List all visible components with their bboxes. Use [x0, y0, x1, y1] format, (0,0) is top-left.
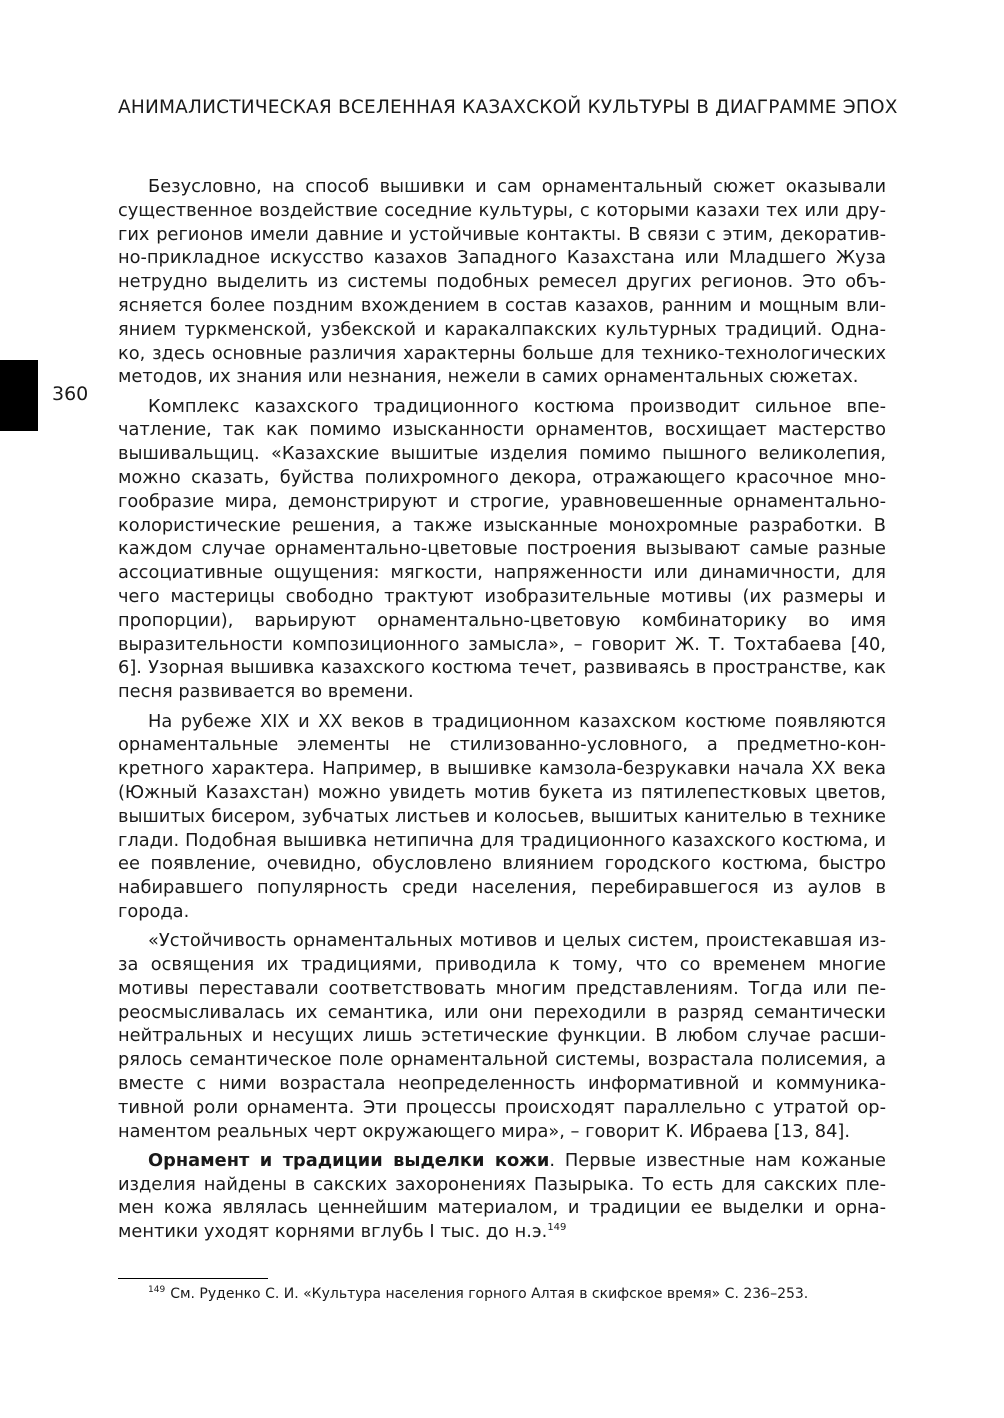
section-lead: Орнамент и традиции выделки кожи: [148, 1149, 550, 1171]
footnote-separator: [118, 1278, 268, 1279]
footnote-text: См. Руденко С. И. «Культура населения горного Алтая в скифское время» С. 236–253.: [170, 1286, 809, 1302]
paragraph-1: Безусловно, на способ вышивки и сам орнаментальный сюжет оказывали существенное воздействие соседние культуры, с которыми казахи тех или других регионов имели давние и устойчивые контакты. В связи с этим, декоративно-прикладное искусство казахов Западного Казахстана или Младшего Жуза нетрудно выделить из системы подобных ремесел других регионов. Это объясняется более поздним вхождением в состав казахов, ранним и мощным влиянием туркменской, узбекской и каракалпакских культурных традиций. Однако, здесь основные различия характерны больше для технико-технологических методов, их знания или незнания, нежели в самих орнаментальных сюжетах.: [118, 176, 886, 388]
side-thumb-tab: [0, 360, 38, 431]
footnote: [148, 1285, 888, 1303]
footnote-number: 149: [148, 1285, 166, 1296]
paragraph-2: Комплекс казахского традиционного костюма производит сильное впечатление, так как помимо изысканности орнаментов, восхищает мастерство вышивальщиц. «Казахские вышитые изделия помимо пышного великолепия, можно сказать, буйства полихромного декора, отражающего красочное многообразие мира, демонстрируют и строгие, уравновешенные орнаментально-колористические решения, а также изысканные монохромные разработки. В каждом случае орнаментально-цветовые построения вызывают самые разные ассоциативные ощущения: мягкости, напряженности или динамичности, для чего мастерицы свободно трактуют изобразительные мотивы (их размеры и пропорции), варьируют орнаментально-цветовую комбинаторику во имя выразительности композиционного замысла», – говорит Ж. Т. Тохтабаева [40, 6]. Узорная вышивка казахского костюма течет, развиваясь в пространстве, как песня развивается во времени.: [118, 395, 886, 703]
running-header: АНИМАЛИСТИЧЕСКАЯ ВСЕЛЕННАЯ КАЗАХСКОЙ КУЛЬТУРЫ В ДИАГРАММЕ ЭПОХ: [118, 97, 898, 118]
page-number: 360: [52, 383, 89, 405]
body-text: [118, 175, 886, 1250]
paragraph-5: [118, 1149, 886, 1244]
paragraph-5-text: . Первые известные нам кожаные изделия найдены в сакских захоронениях Пазырыка. То есть для сакских племен кожа являлась ценнейшим материалом, и традиции ее выделки и орнаментики уходят корнями вглубь I тыс. до н.э.: [118, 1149, 886, 1243]
paragraph-3: На рубеже XIX и XX веков в традиционном казахском костюме появляются орнаментальные элементы не стилизованно-условного, а предметно-конкретного характера. Например, в вышивке камзола-безрукавки начала XX века (Южный Казахстан) можно увидеть мотив букета из пятилепестковых цветов, вышитых бисером, зубчатых листьев и колосьев, вышитых канителью в технике глади. Подобная вышивка нетипична для традиционного казахского костюма, и ее появление, очевидно, обусловлено влиянием городского костюма, быстро набиравшего популярность среди населения, перебиравшегося из аулов в города.: [118, 710, 886, 922]
paragraph-4: «Устойчивость орнаментальных мотивов и целых систем, проистекавшая из-за освящения их традициями, приводила к тому, что со временем многие мотивы переставали соответствовать многим представлениям. Тогда или переосмысливалась их семантика, или они переходили в разряд семантически нейтральных и несущих лишь эстетические функции. В любом случае расширялось семантическое поле орнаментальной системы, возрастала полисемия, а вместе с ними возрастала неопределенность информативной и коммуникативной роли орнамента. Эти процессы происходят параллельно с утратой орнаментом реальных черт окружающего мира», – говорит К. Ибраева [13, 84].: [118, 930, 886, 1142]
footnote-reference[interactable]: 149: [547, 1222, 567, 1234]
